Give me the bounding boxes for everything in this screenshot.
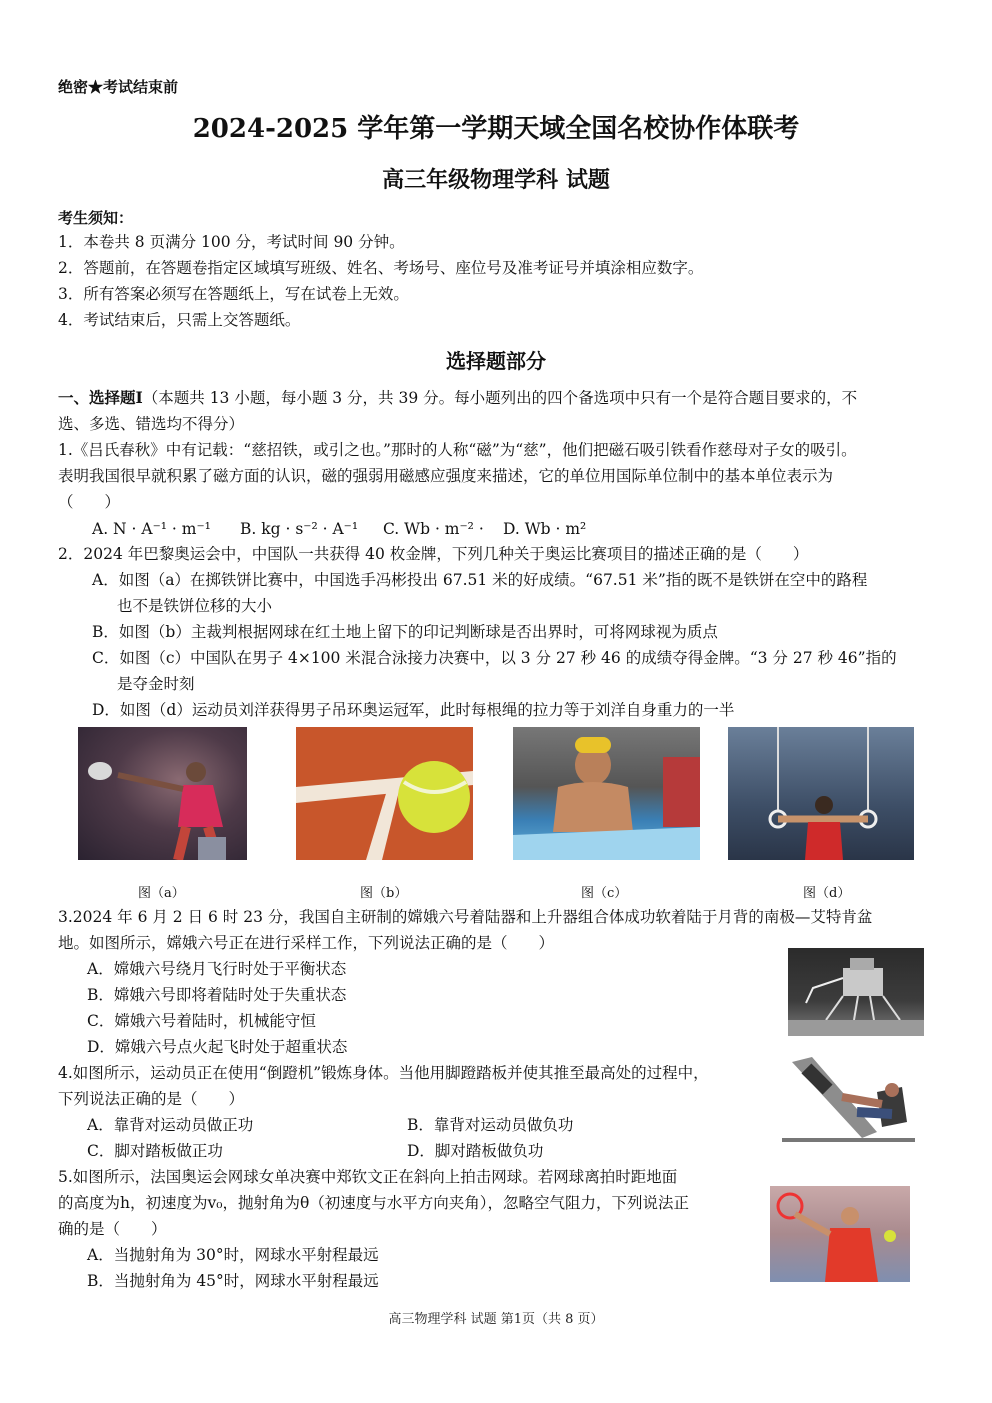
q1-option-a: A. N · A⁻¹ · m⁻¹ <box>92 520 211 538</box>
tennis-ball-on-clay <box>296 727 473 860</box>
q2-option-d: D．如图（d）运动员刘洋获得男子吊环奥运冠军，此时每根绳的拉力等于刘洋自身重力的一半 <box>92 701 735 719</box>
swimmer-photo <box>513 727 700 860</box>
q3-option-b: B．嫦娥六号即将着陆时处于失重状态 <box>87 986 347 1004</box>
section-title: 选择题部分 <box>446 349 546 373</box>
q4-option-d: D．脚对踏板做负功 <box>407 1142 544 1160</box>
lunar-lander-figure <box>788 948 924 1036</box>
q3-option-c: C．嫦娥六号着陆时，机械能守恒 <box>87 1012 316 1030</box>
swimmer-figure <box>513 727 700 860</box>
q3-line: 3.2024 年 6 月 2 日 6 时 23 分，我国自主研制的嫦娥六号着陆器和上升器组合体成功软着陆于月背的南极—艾特肯盆 <box>58 908 873 926</box>
section-intro <box>58 385 857 411</box>
q1-option-d: D. Wb · m² <box>503 520 587 538</box>
q1-line: 表明我国很早就积累了磁方面的认识，磁的强弱用磁感应强度来描述，它的单位用国际单位制中的基本单位表示为 <box>58 467 834 485</box>
figure-caption-d: 图（d） <box>803 886 851 901</box>
q2-option-c-cont: 是夺金时刻 <box>117 675 195 693</box>
discus-athlete-figure <box>78 727 247 860</box>
tennis-player-figure <box>770 1186 910 1282</box>
q2-option-a-cont: 也不是铁饼位移的大小 <box>117 597 273 615</box>
q2-option-a: A．如图（a）在掷铁饼比赛中，中国选手冯彬投出 67.51 米的好成绩。“67.51 米”指的既不是铁饼在空中的路程 <box>92 571 868 589</box>
notice-item: 4．考试结束后，只需上交答题纸。 <box>58 311 301 329</box>
q5-line: 确的是（ ） <box>58 1220 167 1238</box>
q1-option-c: C. Wb · m⁻² · <box>383 520 484 538</box>
q4-line: 4.如图所示，运动员正在使用“倒蹬机”锻炼身体。当他用脚蹬踏板并使其推至最高处的过程中， <box>58 1064 709 1082</box>
gymnast-figure <box>728 727 914 860</box>
q3-option-a: A．嫦娥六号绕月飞行时处于平衡状态 <box>87 960 347 978</box>
q2-stem: 2．2024 年巴黎奥运会中，中国队一共获得 40 枚金牌，下列几种关于奥运比赛项目的描述正确的是（ ） <box>58 545 809 563</box>
q3-option-d: D．嫦娥六号点火起飞时处于超重状态 <box>87 1038 348 1056</box>
figure-caption-a: 图（a） <box>138 886 185 901</box>
q1-line: （ ） <box>58 493 121 511</box>
q1-line: 1.《吕氏春秋》中有记载：“慈招铁，或引之也。”那时的人称“磁”为“慈”，他们把磁石吸引铁看作慈母对子女的吸引。 <box>58 441 857 459</box>
figure-caption-b: 图（b） <box>360 886 408 901</box>
q2-option-c: C．如图（c）中国队在男子 4×100 米混合泳接力决赛中，以 3 分 27 秒 46 的成绩夺得金牌。“3 分 27 秒 46”指的 <box>92 649 897 667</box>
notice-item: 3．所有答案必须写在答题纸上，写在试卷上无效。 <box>58 285 409 303</box>
q5-option-a: A．当抛射角为 30°时，网球水平射程最远 <box>87 1246 379 1264</box>
q1-option-b: B. kg · s⁻² · A⁻¹ <box>240 520 359 538</box>
q4-line: 下列说法正确的是（ ） <box>58 1090 245 1108</box>
q4-option-c: C．脚对踏板做正功 <box>87 1142 223 1160</box>
tennis-ball-photo <box>296 727 473 860</box>
q3-line: 地。如图所示，嫦娥六号正在进行采样工作，下列说法正确的是（ ） <box>58 934 555 952</box>
exam-subtitle: 高三年级物理学科 试题 <box>382 167 610 193</box>
tennis-player-photo <box>770 1186 910 1282</box>
exam-title: 2024-2025 学年第一学期天域全国名校协作体联考 <box>192 114 800 144</box>
section-intro-bold: 一、选择题Ⅰ <box>58 388 143 407</box>
lander-photo <box>788 948 924 1036</box>
rings-gymnast-photo <box>728 727 914 860</box>
section-intro-text: （本题共 13 小题，每小题 3 分，共 39 分。每小题列出的四个备选项中只有一个是符合题目要求的，不 <box>142 389 858 407</box>
notice-item: 2．答题前，在答题卷指定区域填写班级、姓名、考场号、座位号及准考证号并填涂相应数字。 <box>58 259 704 277</box>
section-intro-cont: 选、多选、错选均不得分） <box>58 415 245 433</box>
page-footer: 高三物理学科 试题 第1页（共 8 页） <box>388 1312 604 1327</box>
discus-throw-photo <box>78 727 247 860</box>
q4-option-b: B．靠背对运动员做负功 <box>407 1116 574 1134</box>
q5-line: 的高度为h，初速度为v₀，抛射角为θ（初速度与水平方向夹角），忽略空气阻力，下列说法正 <box>58 1194 690 1212</box>
notice-heading: 考生须知： <box>58 209 134 227</box>
q2-option-b: B．如图（b）主裁判根据网球在红土地上留下的印记判断球是否出界时，可将网球视为质点 <box>92 623 718 641</box>
q5-option-b: B．当抛射角为 45°时，网球水平射程最远 <box>87 1272 379 1290</box>
notice-item: 1．本卷共 8 页满分 100 分，考试时间 90 分钟。 <box>58 233 405 251</box>
confidential-mark: 绝密★考试结束前 <box>58 78 179 96</box>
leg-press-photo <box>782 1052 915 1144</box>
q4-option-a: A．靠背对运动员做正功 <box>87 1116 254 1134</box>
figure-caption-c: 图（c） <box>581 886 628 901</box>
leg-press-machine-figure <box>782 1052 915 1144</box>
q5-line: 5.如图所示，法国奥运会网球女单决赛中郑钦文正在斜向上拍击网球。若网球离拍时距地面 <box>58 1168 678 1186</box>
